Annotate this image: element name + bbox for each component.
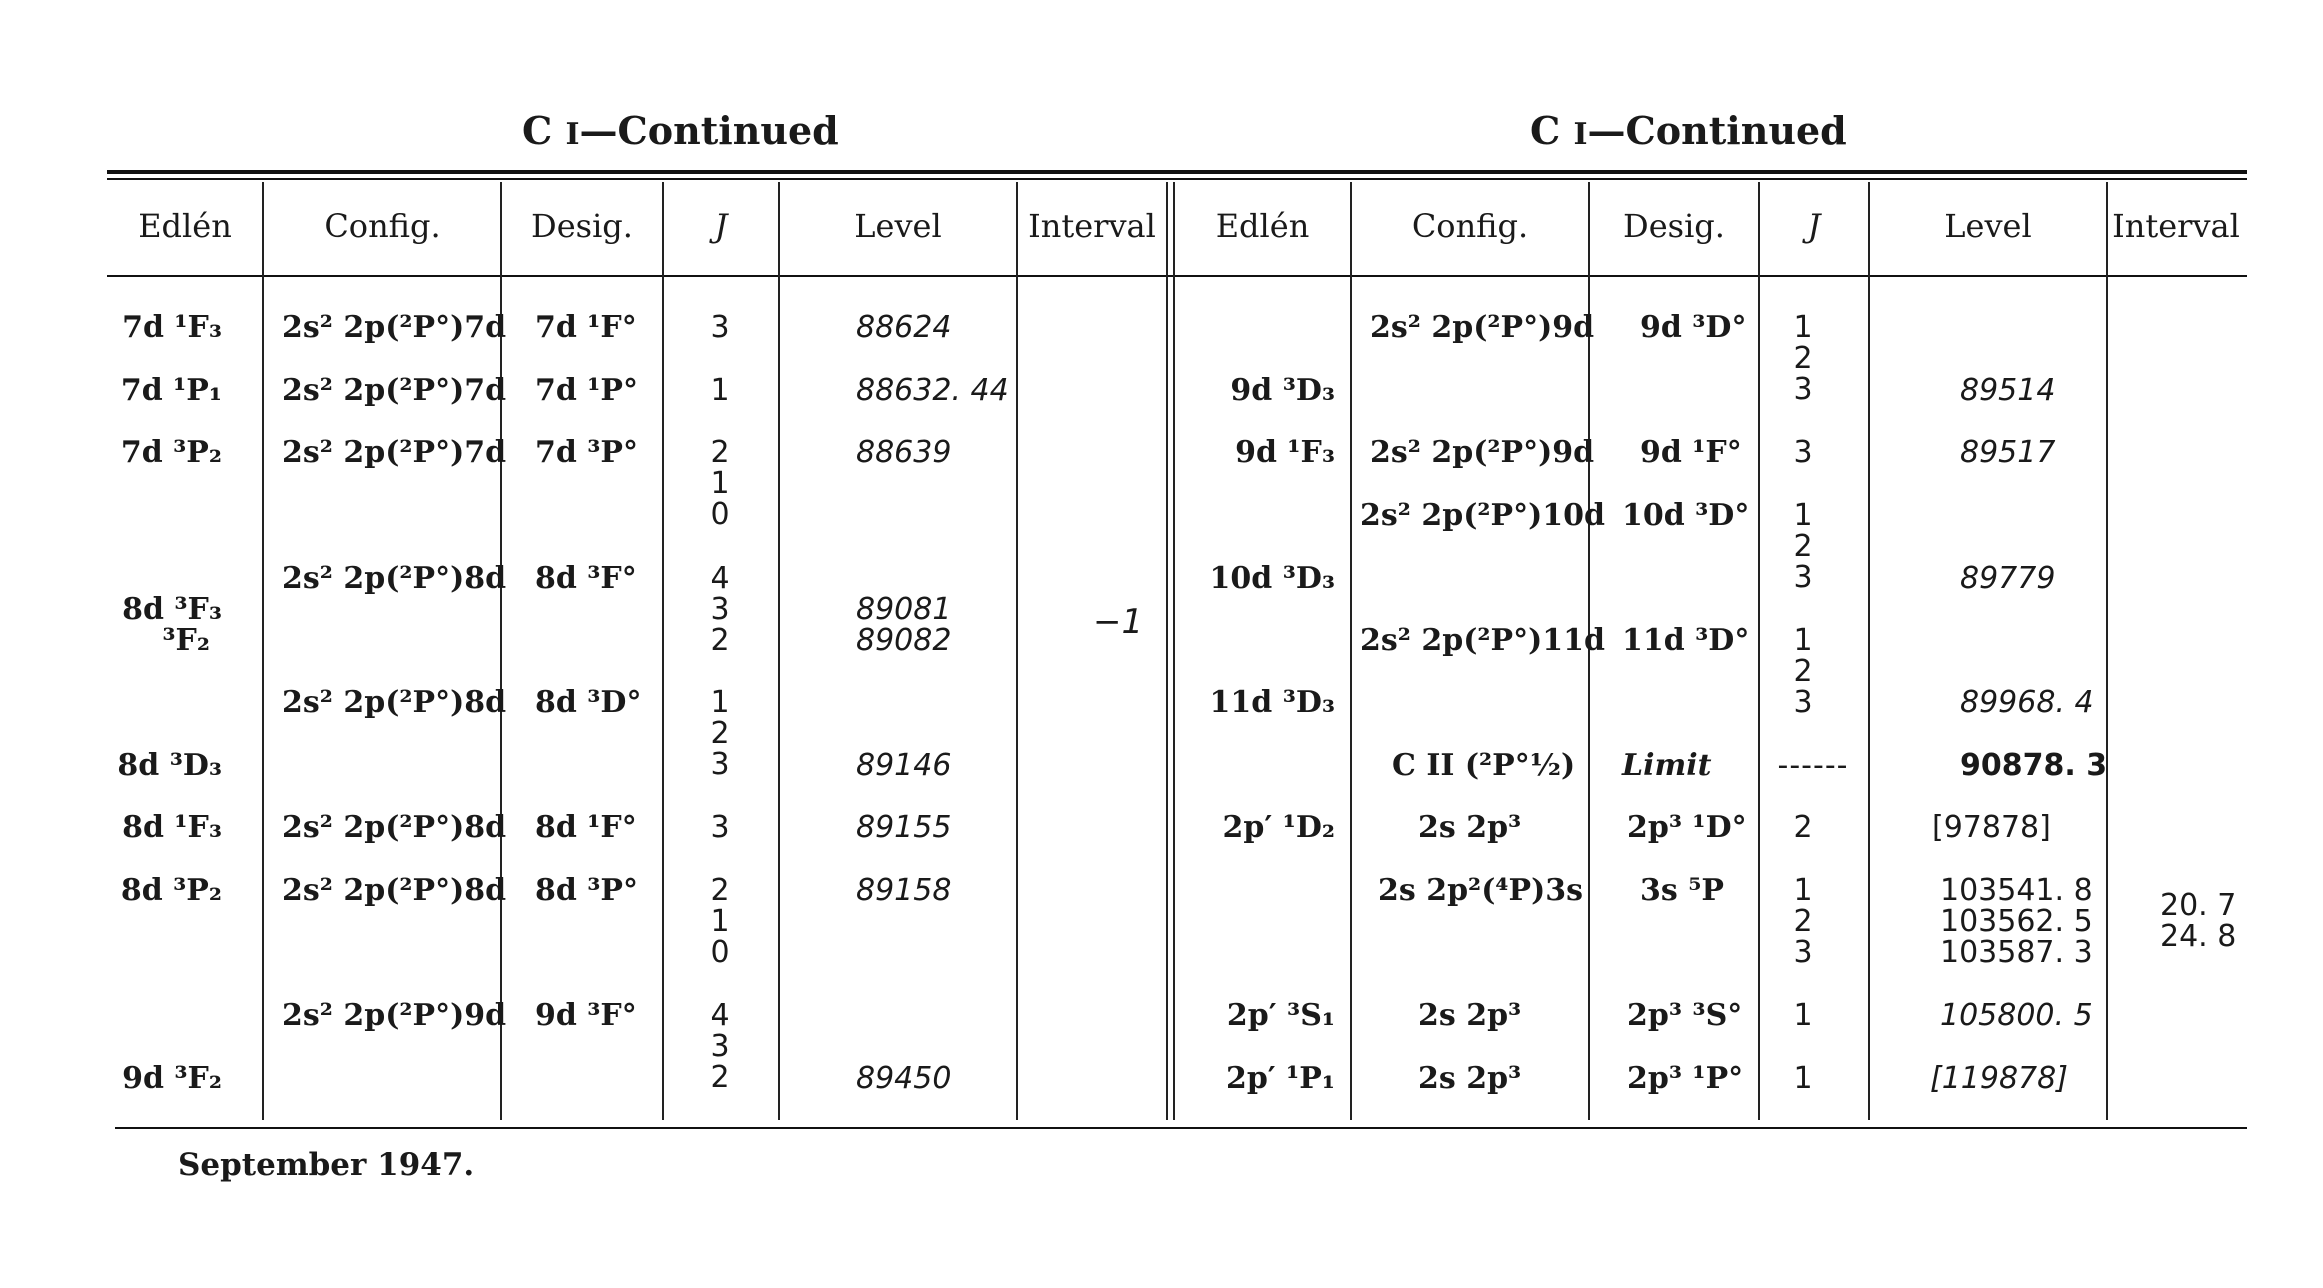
right-level-cell: 89779 [1960, 561, 2056, 596]
header-interval-right: Interval [2112, 207, 2240, 245]
right-desig-cell: 9d ³D° [1640, 310, 1747, 345]
left-title: C I—Continued [522, 108, 839, 153]
header-rule [107, 275, 2247, 277]
left-desig-cell: 7d ³P° [535, 435, 638, 470]
left-interval-cell: −1 [1093, 602, 1144, 642]
left-level-cell: 88624 [856, 310, 952, 345]
left-desig-cell: 8d ³P° [535, 873, 638, 908]
left-level-cell: 89082 [856, 623, 952, 658]
header-config-right: Config. [1411, 207, 1529, 245]
left-edlen-cell: 7d ³P₂ [120, 435, 222, 470]
right-j-cell: 1 2 3 [1793, 873, 1813, 970]
vline [1016, 182, 1018, 1120]
right-config-cell: 2s 2p³ [1418, 810, 1522, 845]
left-desig-cell: 8d ¹F° [535, 810, 637, 845]
vline [1173, 182, 1175, 1120]
right-j-cell: 1 [1793, 998, 1813, 1033]
left-config-cell: 2s² 2p(²P°)8d [282, 561, 507, 596]
right-level-cell: 105800. 5 [1940, 998, 2093, 1033]
right-j-cell: 3 [1793, 435, 1813, 470]
left-level-cell: 89146 [856, 748, 952, 783]
left-j-cell: 4 3 2 [710, 998, 730, 1095]
left-j-cell: 2 1 0 [710, 435, 730, 532]
right-edlen-cell: 2p′ ¹P₁ [1225, 1061, 1335, 1096]
right-config-cell: 2s² 2p(²P°)10d [1360, 498, 1606, 533]
right-level-cell: 89514 [1960, 373, 2056, 408]
bottom-rule [115, 1127, 2247, 1129]
right-desig-cell: 2p³ ¹D° [1627, 810, 1747, 845]
vline [262, 182, 264, 1120]
left-config-cell: 2s² 2p(²P°)9d [282, 998, 507, 1033]
right-j-cell: 1 2 3 [1793, 623, 1813, 720]
top-rule-2 [107, 178, 2247, 180]
header-edlen-left: Edlén [138, 207, 232, 245]
right-desig-cell: 2p³ ³S° [1627, 998, 1743, 1033]
vline [1166, 182, 1168, 1120]
header-edlen-right: Edlén [1215, 207, 1310, 245]
right-desig-cell: 2p³ ¹P° [1627, 1061, 1744, 1096]
left-edlen-cell: 7d ¹F₃ [122, 310, 222, 345]
right-config-cell: 2s² 2p(²P°)9d [1370, 435, 1595, 470]
left-desig-cell: 8d ³F° [535, 561, 637, 596]
right-j-cell: 1 2 3 [1793, 310, 1813, 407]
vline [1758, 182, 1760, 1120]
header-desig-left: Desig. [531, 207, 633, 245]
left-j-cell: 1 2 3 [710, 685, 730, 782]
left-config-cell: 2s² 2p(²P°)8d [282, 685, 507, 720]
left-config-cell: 2s² 2p(²P°)8d [282, 810, 507, 845]
left-level-cell: 88639 [856, 435, 952, 470]
right-level-cell: 89968. 4 [1960, 685, 2094, 720]
right-edlen-cell: 9d ¹F₃ [1235, 435, 1335, 470]
right-desig-cell: 9d ¹F° [1640, 435, 1742, 470]
left-level-cell: 88632. 44 [856, 373, 1009, 408]
vline [662, 182, 664, 1120]
right-edlen-cell: 10d ³D₃ [1209, 561, 1335, 596]
right-config-cell: C II (²P°½) [1392, 748, 1576, 783]
left-config-cell: 2s² 2p(²P°)7d [282, 310, 507, 345]
right-title: C I—Continued [1530, 108, 1847, 153]
right-desig-cell: 3s ⁵P [1640, 873, 1724, 908]
right-edlen-cell: 9d ³D₃ [1230, 373, 1335, 408]
left-level-cell: 89158 [856, 873, 952, 908]
header-j-right: J [1807, 207, 1821, 245]
left-level-cell: 89450 [856, 1061, 952, 1096]
right-level-cell: 103541. 8 103562. 5 103587. 3 [1940, 873, 2093, 970]
left-level-cell: 89081 [856, 592, 952, 627]
header-interval-left: Interval [1028, 207, 1156, 245]
left-edlen-cell: ³F₂ [162, 623, 210, 658]
vline [2106, 182, 2108, 1120]
right-j-cell: 1 [1793, 1061, 1813, 1096]
right-edlen-cell: 11d ³D₃ [1209, 685, 1335, 720]
right-level-cell: [97878] [1932, 810, 2051, 845]
left-j-cell: 1 [710, 373, 730, 408]
left-desig-cell: 8d ³D° [535, 685, 642, 720]
right-config-cell: 2s² 2p(²P°)9d [1370, 310, 1595, 345]
vline [778, 182, 780, 1120]
right-level-cell: 90878. 3 [1960, 748, 2108, 783]
right-edlen-cell: 2p′ ¹D₂ [1222, 810, 1335, 845]
header-j-left: J [714, 207, 728, 245]
right-level-cell: 89517 [1960, 435, 2056, 470]
right-config-cell: 2s 2p³ [1418, 1061, 1522, 1096]
left-desig-cell: 7d ¹F° [535, 310, 637, 345]
left-level-cell: 89155 [856, 810, 952, 845]
left-edlen-cell: 8d ¹F₃ [122, 810, 222, 845]
left-desig-cell: 9d ³F° [535, 998, 637, 1033]
left-config-cell: 2s² 2p(²P°)8d [282, 873, 507, 908]
right-desig-cell: 11d ³D° [1622, 623, 1750, 658]
left-edlen-cell: 8d ³F₃ [122, 592, 222, 627]
right-config-cell: 2s 2p²(⁴P)3s [1378, 873, 1584, 908]
left-edlen-cell: 8d ³P₂ [120, 873, 222, 908]
right-edlen-cell: 2p′ ³S₁ [1226, 998, 1335, 1033]
header-desig-right: Desig. [1623, 207, 1725, 245]
header-level-right: Level [1944, 207, 2032, 245]
left-config-cell: 2s² 2p(²P°)7d [282, 435, 507, 470]
right-j-cell: ------ [1777, 748, 1849, 783]
header-level-left: Level [854, 207, 942, 245]
left-config-cell: 2s² 2p(²P°)7d [282, 373, 507, 408]
right-desig-cell: 10d ³D° [1622, 498, 1750, 533]
left-edlen-cell: 8d ³D₃ [117, 748, 222, 783]
right-interval-cell: 20. 7 24. 8 [2160, 888, 2237, 954]
vline [1868, 182, 1870, 1120]
left-desig-cell: 7d ¹P° [535, 373, 638, 408]
right-config-cell: 2s² 2p(²P°)11d [1360, 623, 1606, 658]
left-j-cell: 3 [710, 310, 730, 345]
top-rule-1 [107, 170, 2247, 174]
vline [1350, 182, 1352, 1120]
right-level-cell: [119878] [1930, 1061, 2068, 1096]
left-j-cell: 2 1 0 [710, 873, 730, 970]
left-j-cell: 4 3 2 [710, 561, 730, 658]
right-config-cell: 2s 2p³ [1418, 998, 1522, 1033]
footer-date: September 1947. [178, 1147, 475, 1183]
left-edlen-cell: 7d ¹P₁ [120, 373, 222, 408]
left-edlen-cell: 9d ³F₂ [122, 1061, 222, 1096]
header-config-left: Config. [324, 207, 441, 245]
right-desig-cell: Limit [1622, 748, 1712, 783]
right-j-cell: 1 2 3 [1793, 498, 1813, 595]
right-j-cell: 2 [1793, 810, 1813, 845]
left-j-cell: 3 [710, 810, 730, 845]
